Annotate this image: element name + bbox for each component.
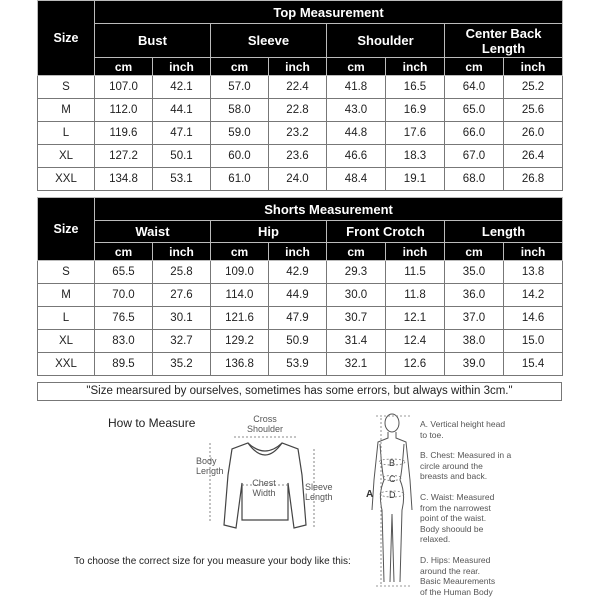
table-cell: 44.1 [153,99,211,122]
unit-header: cm [95,58,153,76]
unit-header: cm [95,243,153,261]
size-cell: XXL [38,168,95,191]
table-cell: 23.2 [269,122,327,145]
table-cell: 19.1 [386,168,445,191]
table-cell: 57.0 [211,76,269,99]
shorts-measurement-table [37,197,563,376]
table-cell: 11.8 [386,284,445,307]
table-row [38,145,563,168]
table-cell: 37.0 [445,307,504,330]
note-a: A. Vertical height head to toe. [420,419,506,440]
body-figure [360,410,420,590]
how-to-measure-title: How to Measure [108,416,196,430]
table-cell: 67.0 [445,145,504,168]
table-row [38,353,563,376]
letter-c: C [389,474,396,484]
table-cell: 114.0 [211,284,269,307]
unit-header: inch [269,58,327,76]
table-row [38,261,563,284]
table-cell: 89.5 [95,353,153,376]
table-cell: 30.1 [153,307,211,330]
table-cell: 26.0 [504,122,563,145]
column-group-header: Length [445,221,563,243]
table-cell: 12.6 [386,353,445,376]
instruction-text: To choose the correct size for you measure your body like this: [74,556,351,567]
size-cell: L [38,307,95,330]
table-cell: 30.7 [327,307,386,330]
table-cell: 24.0 [269,168,327,191]
unit-header: inch [386,243,445,261]
table-cell: 25.6 [504,99,563,122]
table-cell: 39.0 [445,353,504,376]
unit-header: inch [504,243,563,261]
table-cell: 60.0 [211,145,269,168]
unit-header: inch [153,58,211,76]
unit-header: inch [153,243,211,261]
table-cell: 18.3 [386,145,445,168]
table-cell: 12.4 [386,330,445,353]
size-cell: M [38,99,95,122]
column-group-header: Shoulder [327,24,445,58]
unit-header: inch [269,243,327,261]
table-cell: 121.6 [211,307,269,330]
table-cell: 26.4 [504,145,563,168]
unit-header: cm [211,243,269,261]
table-cell: 112.0 [95,99,153,122]
table-cell: 15.0 [504,330,563,353]
table-cell: 65.0 [445,99,504,122]
table-cell: 14.6 [504,307,563,330]
size-header: Size [38,198,95,261]
size-cell: XXL [38,353,95,376]
unit-header: cm [211,58,269,76]
table-cell: 50.1 [153,145,211,168]
table-cell: 58.0 [211,99,269,122]
table-cell: 35.0 [445,261,504,284]
unit-header: cm [445,243,504,261]
unit-header: cm [327,58,386,76]
note-d: D. Hips: Measured around the rear. Basic Meaurements of the Human Body [420,555,496,597]
table-cell: 42.1 [153,76,211,99]
table-cell: 26.8 [504,168,563,191]
cross-shoulder-label: Cross Shoulder [246,414,284,434]
table-cell: 13.8 [504,261,563,284]
shirt-diagram [190,425,340,540]
note-b: B. Chest: Measured in a circle around the breasts and back. [420,450,512,481]
size-cell: XL [38,330,95,353]
table-cell: 83.0 [95,330,153,353]
table-cell: 134.8 [95,168,153,191]
table-cell: 70.0 [95,284,153,307]
table-cell: 66.0 [445,122,504,145]
table-cell: 15.4 [504,353,563,376]
table-cell: 47.9 [269,307,327,330]
table-cell: 44.9 [269,284,327,307]
table-title: Top Measurement [95,1,563,24]
table-cell: 53.9 [269,353,327,376]
table-cell: 17.6 [386,122,445,145]
letter-a: A [366,489,374,500]
table-row [38,307,563,330]
table-row [38,76,563,99]
table-cell: 16.5 [386,76,445,99]
table-cell: 136.8 [211,353,269,376]
table-cell: 76.5 [95,307,153,330]
unit-header: cm [327,243,386,261]
table-cell: 31.4 [327,330,386,353]
table-cell: 16.9 [386,99,445,122]
table-cell: 46.6 [327,145,386,168]
table-cell: 44.8 [327,122,386,145]
unit-header: inch [504,58,563,76]
table-title: Shorts Measurement [95,198,563,221]
table-cell: 59.0 [211,122,269,145]
table-cell: 27.6 [153,284,211,307]
table-cell: 64.0 [445,76,504,99]
sleeve-length-label: Sleeve Length [305,482,333,502]
table-cell: 65.5 [95,261,153,284]
table-cell: 30.0 [327,284,386,307]
table-row [38,99,563,122]
unit-header: inch [386,58,445,76]
chest-width-label: Chest Width [250,478,278,498]
note-c: C. Waist: Measured from the narrowest point of the waist. Body shoould be relaxed. [420,492,495,544]
size-cell: XL [38,145,95,168]
table-cell: 47.1 [153,122,211,145]
table-row [38,122,563,145]
table-cell: 43.0 [327,99,386,122]
column-group-header: Bust [95,24,211,58]
table-cell: 41.8 [327,76,386,99]
table-row [38,168,563,191]
table-cell: 48.4 [327,168,386,191]
table-cell: 119.6 [95,122,153,145]
table-cell: 36.0 [445,284,504,307]
size-cell: S [38,76,95,99]
table-cell: 129.2 [211,330,269,353]
table-cell: 25.2 [504,76,563,99]
table-row [38,330,563,353]
top-measurement-table [37,0,563,191]
table-cell: 12.1 [386,307,445,330]
table-cell: 22.4 [269,76,327,99]
table-cell: 50.9 [269,330,327,353]
letter-b: B [389,458,396,468]
unit-header: cm [445,58,504,76]
table-cell: 32.1 [327,353,386,376]
column-group-header: Sleeve [211,24,327,58]
table-cell: 68.0 [445,168,504,191]
size-cell: L [38,122,95,145]
table-cell: 107.0 [95,76,153,99]
body-length-label: Body Length [196,456,224,476]
table-cell: 23.6 [269,145,327,168]
table-cell: 38.0 [445,330,504,353]
table-cell: 22.8 [269,99,327,122]
table-cell: 53.1 [153,168,211,191]
table-cell: 109.0 [211,261,269,284]
column-group-header: Front Crotch [327,221,445,243]
table-cell: 14.2 [504,284,563,307]
letter-d: D [389,490,396,500]
column-group-header: Hip [211,221,327,243]
table-cell: 35.2 [153,353,211,376]
size-cell: S [38,261,95,284]
table-cell: 11.5 [386,261,445,284]
table-row [38,284,563,307]
table-cell: 25.8 [153,261,211,284]
table-cell: 127.2 [95,145,153,168]
table-cell: 42.9 [269,261,327,284]
table-cell: 29.3 [327,261,386,284]
size-header: Size [38,1,95,76]
table-cell: 32.7 [153,330,211,353]
measurement-note: "Size mearsured by ourselves, sometimes has some errors, but always within 3cm." [37,382,562,401]
table-cell: 61.0 [211,168,269,191]
column-group-header: Center Back Length [445,24,563,58]
size-cell: M [38,284,95,307]
column-group-header: Waist [95,221,211,243]
